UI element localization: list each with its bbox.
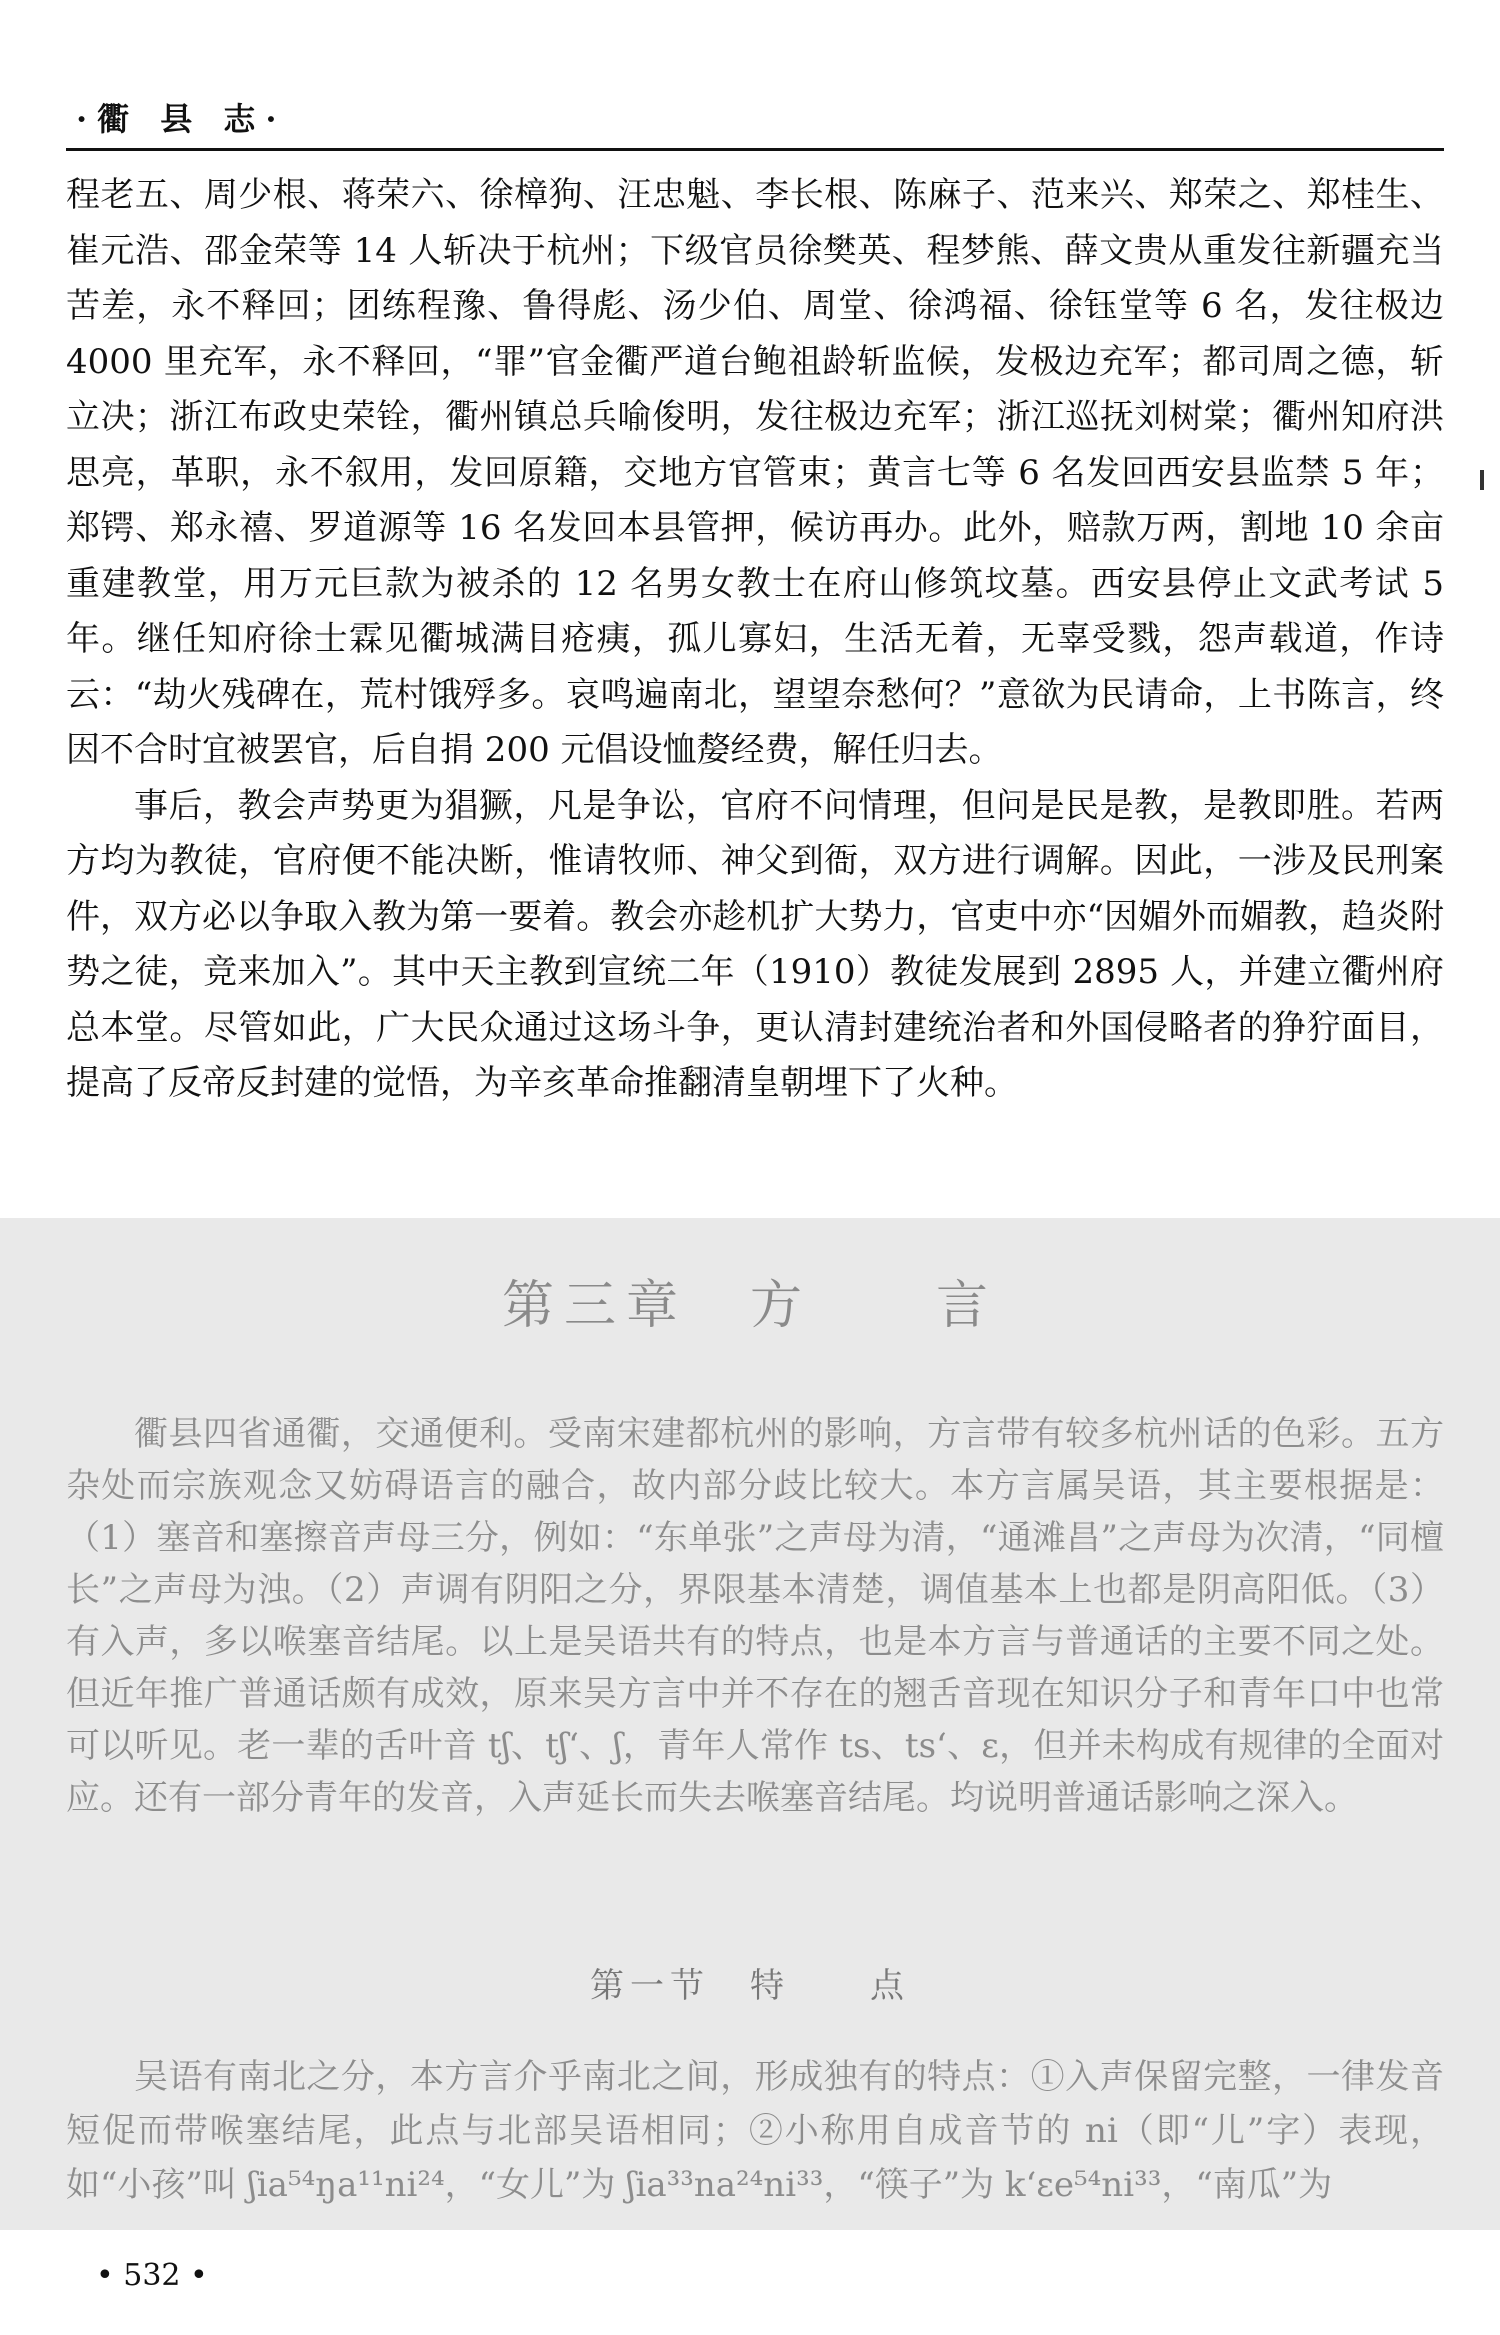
- running-title: ·衢 县 志·: [76, 100, 287, 138]
- upper-section: [66, 168, 1444, 1112]
- chapter-intro: [66, 1408, 1444, 1824]
- paragraph-punishments: 程老五、周少根、蒋荣六、徐樟狗、汪忠魁、李长根、陈麻子、范来兴、郑荣之、郑桂生、崔元浩、邵金荣等 14 人斩决于杭州；下级官员徐樊英、程梦熊、薛文贵从重发往新疆充当苦差，永不释回；团练程豫、鲁得彪、汤少伯、周堂、徐鸿福、徐钰堂等 6 名，发往极边 4000 里充军，永不释回，“罪”官金衢严道台鲍祖龄斩监候，发极边充军；都司周之德，斩立决；浙江布政史荣铨，衢州镇总兵喻俊明，发往极边充军；浙江巡抚刘树棠；衢州知府洪思亮，革职，永不叙用，发回原籍，交地方官管束；黄言七等 6 名发回西安县监禁 5 年；郑锷、郑永禧、罗道源等 16 名发回本县管押，候访再办。此外，赔款万两，割地 10 余亩重建教堂，用万元巨款为被杀的 12 名男女教士在府山修筑坟墓。西安县停止文武考试 5 年。继任知府徐士霖见衢城满目疮痍，孤儿寡妇，生活无着，无辜受戮，怨声载道，作诗云：“劫火残碑在，荒村饿殍多。哀鸣遍南北，望望奈愁何？”意欲为民请命，上书陈言，终因不合时宜被罢官，后自捐 200 元倡设恤嫠经费，解任归去。: [66, 175, 1444, 770]
- section-title: 第一节 特 点: [590, 1966, 910, 2006]
- section-body: [66, 2050, 1444, 2212]
- paragraph-section-text: 吴语有南北之分，本方言介乎南北之间，形成独有的特点：①入声保留完整，一律发音短促而带喉塞结尾，此点与北部吴语相同；②小称用自成音节的 ni（即“儿”字）表现，如“小孩”叫 ʃia⁵⁴ŋa¹¹ni²⁴，“女儿”为 ʃia³³na²⁴ni³³，“筷子”为 k‘ɛe⁵⁴ni³³，“南瓜”为: [66, 2057, 1444, 2205]
- chapter-title: 第三章 方 言: [501, 1276, 998, 1336]
- page-number: • 532 •: [96, 2258, 208, 2293]
- running-header: [66, 88, 1444, 151]
- paragraph-chapter-intro: 衢县四省通衢，交通便利。受南宋建都杭州的影响，方言带有较多杭州话的色彩。五方杂处而宗族观念又妨碍语言的融合，故内部分歧比较大。本方言属吴语，其主要根据是：（1）塞音和塞擦音声母三分，例如：“东单张”之声母为清，“通滩昌”之声母为次清，“同檀长”之声母为浊。（2）声调有阴阳之分，界限基本清楚，调值基本上也都是阴高阳低。（3）有入声，多以喉塞音结尾。以上是吴语共有的特点，也是本方言与普通话的主要不同之处。但近年推广普通话颇有成效，原来吴方言中并不存在的翘舌音现在知识分子和青年口中也常可以听见。老一辈的舌叶音 tʃ、tʃ‘、ʃ，青年人常作 ts、ts‘、ɛ，但并未构成有规律的全面对应。还有一部分青年的发音，入声延长而失去喉塞音结尾。均说明普通话影响之深入。: [66, 1414, 1444, 1818]
- edge-mark: [1480, 470, 1484, 490]
- paragraph-aftermath: 事后，教会声势更为猖獗，凡是争讼，官府不问情理，但问是民是教，是教即胜。若两方均为教徒，官府便不能决断，惟请牧师、神父到衙，双方进行调解。因此，一涉及民刑案件，双方必以争取入教为第一要着。教会亦趁机扩大势力，官吏中亦“因媚外而媚教，趋炎附势之徒，竞来加入”。其中天主教到宣统二年（1910）教徒发展到 2895 人，并建立衢州府总本堂。尽管如此，广大民众通过这场斗争，更认清封建统治者和外国侵略者的狰狞面目，提高了反帝反封建的觉悟，为辛亥革命推翻清皇朝埋下了火种。: [66, 785, 1444, 1103]
